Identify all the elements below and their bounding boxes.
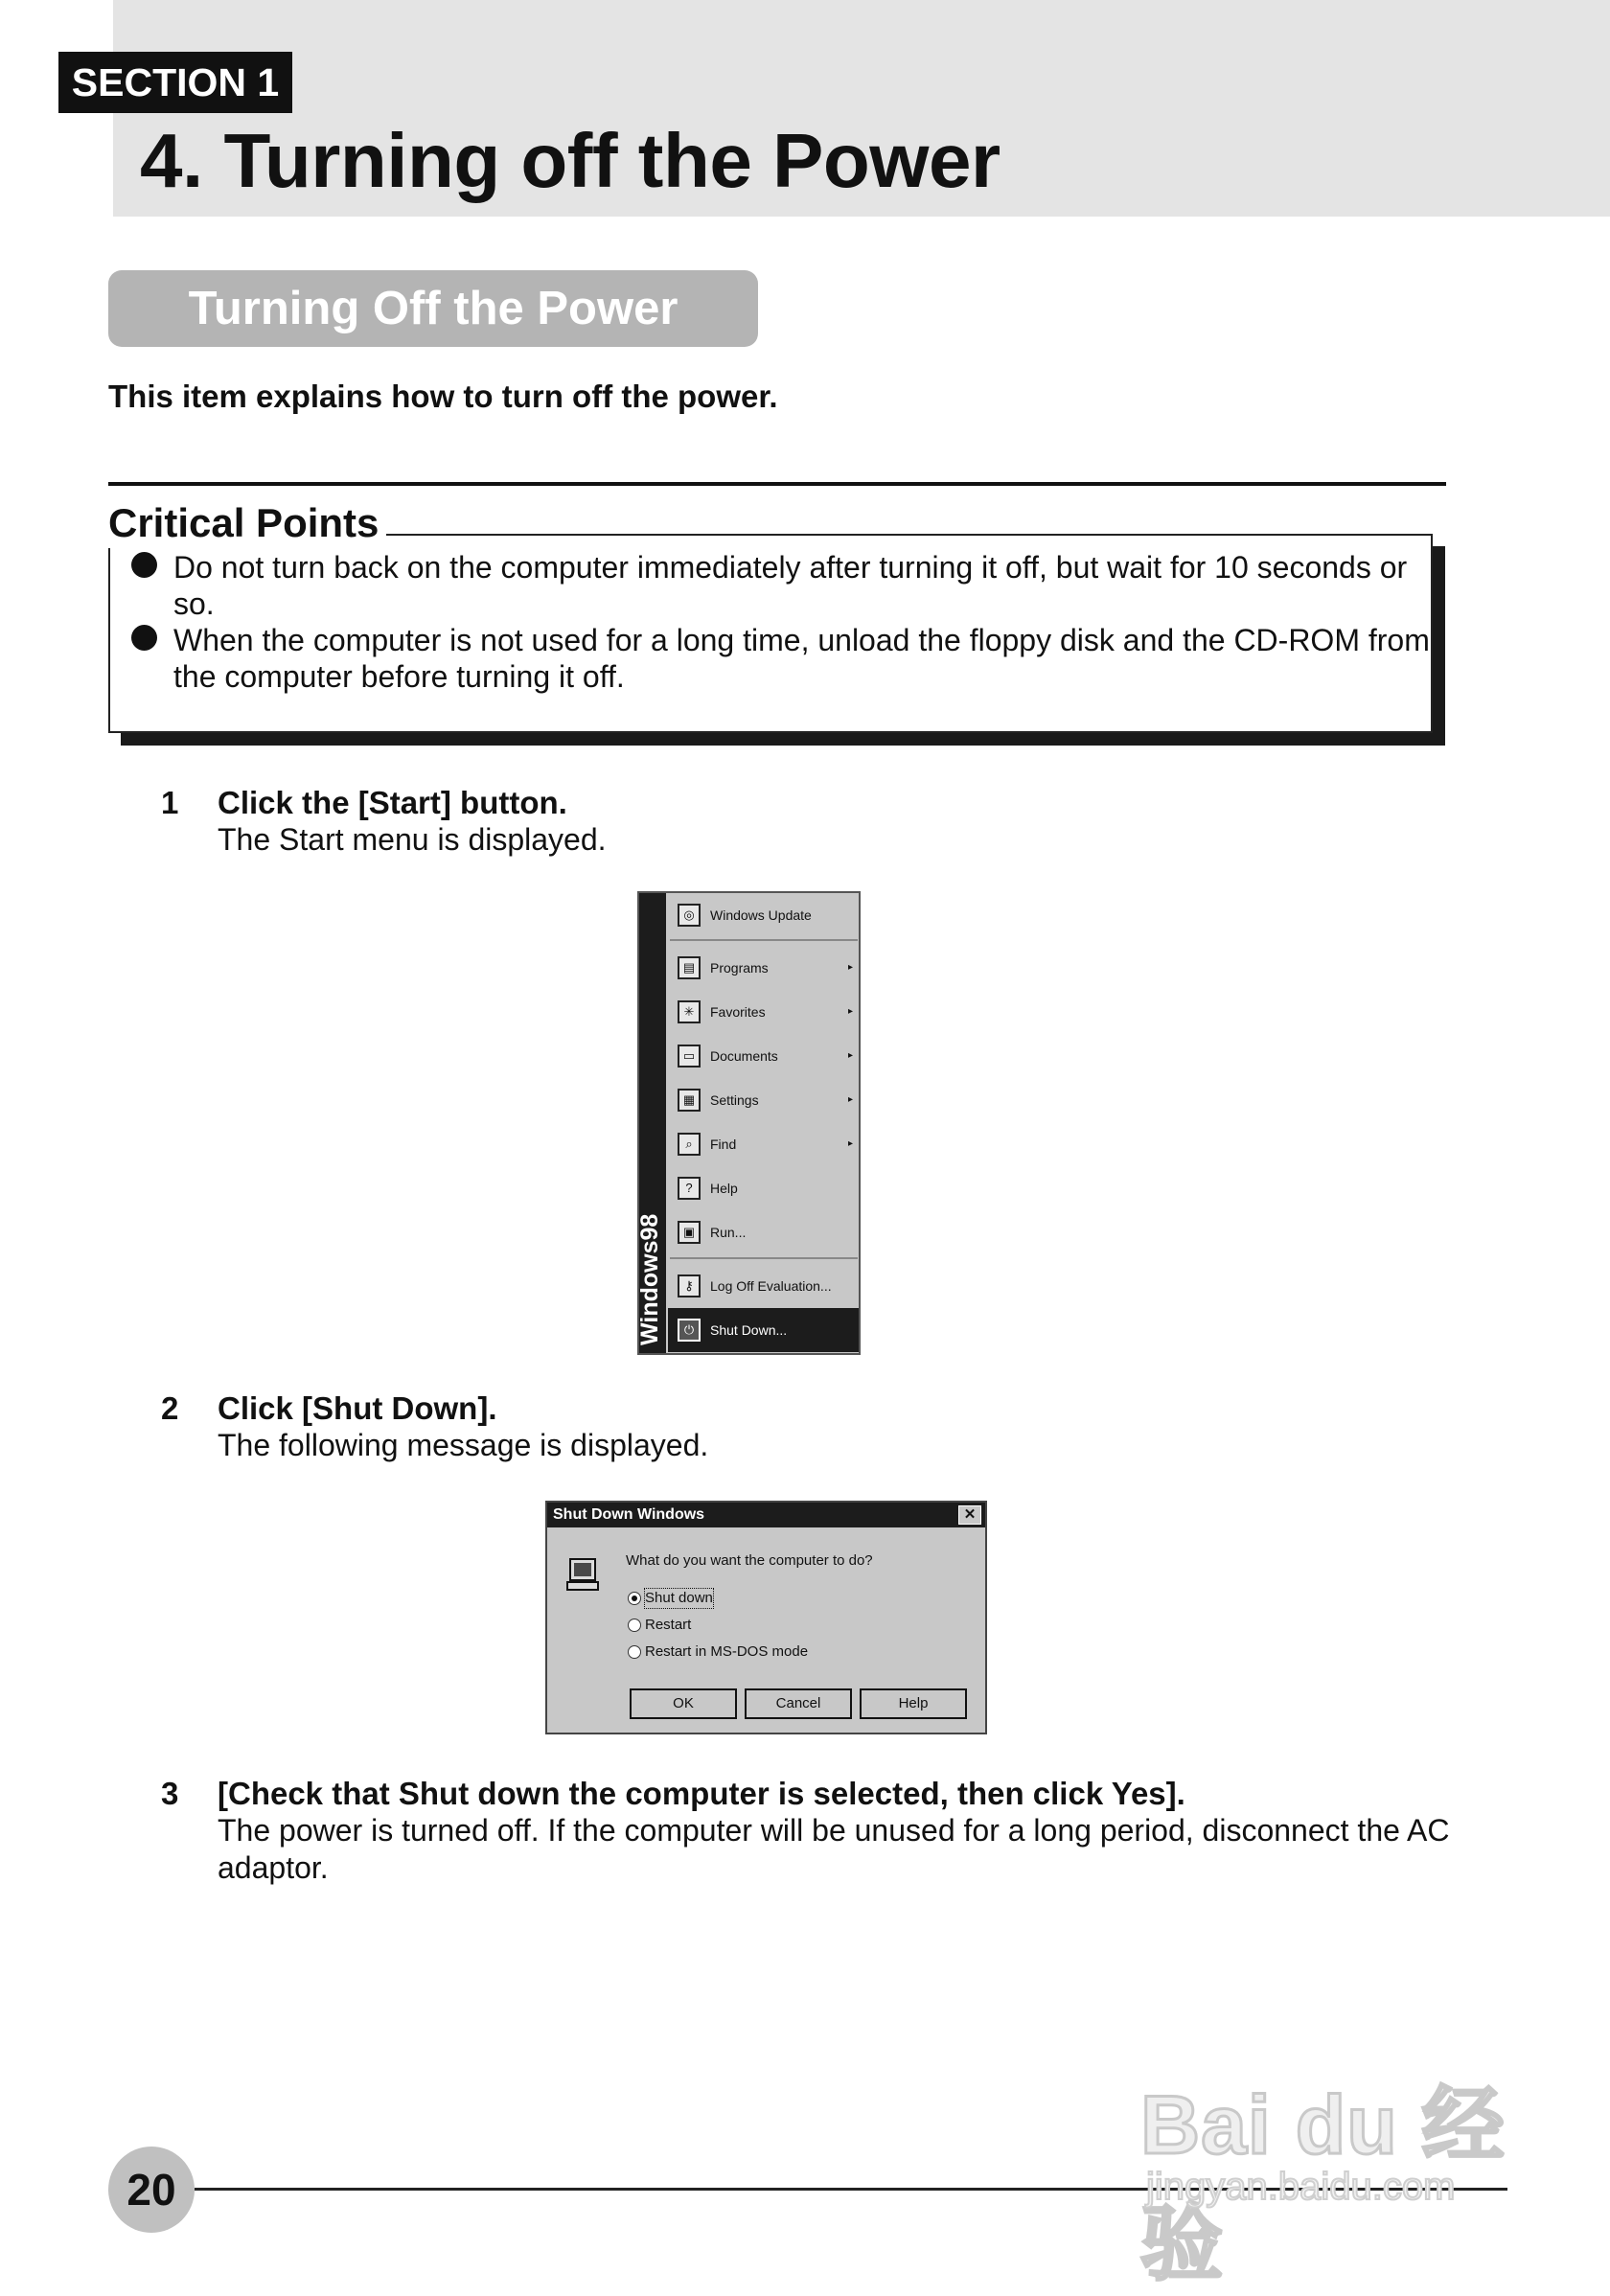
favorites-icon: ✳ xyxy=(678,1000,701,1023)
page-number: 20 xyxy=(108,2147,195,2233)
submenu-arrow-icon: ▸ xyxy=(847,962,853,973)
programs-icon: ▤ xyxy=(678,956,701,979)
menu-item-log-off[interactable]: ⚷ Log Off Evaluation... xyxy=(668,1264,859,1308)
computer-icon xyxy=(564,1556,601,1593)
submenu-arrow-icon: ▸ xyxy=(847,1138,853,1149)
section-badge: SECTION 1 xyxy=(58,52,292,113)
step-number: 1 xyxy=(161,785,179,820)
bullet-icon xyxy=(131,625,157,651)
critical-point-1-line1: Do not turn back on the computer immediately after turning it off, but wait for 10 seconds or xyxy=(173,550,1408,585)
bullet-icon xyxy=(131,552,157,578)
watermark-url: jingyan.baidu.com xyxy=(1146,2166,1456,2208)
watermark-logo-text: Bai du 经验 xyxy=(1140,2079,1506,2290)
step-title: Click [Shut Down]. xyxy=(218,1390,497,1426)
radio-icon xyxy=(628,1645,641,1659)
start-menu xyxy=(637,891,861,1355)
step-description: The following message is displayed. xyxy=(218,1428,709,1462)
windows-brand-label: Windows98 xyxy=(636,1213,663,1345)
settings-icon: ▦ xyxy=(678,1089,701,1112)
menu-item-shut-down[interactable]: ⏻ Shut Down... xyxy=(668,1308,859,1352)
critical-point-2-line2: the computer before turning it off. xyxy=(173,659,625,694)
documents-icon: ▭ xyxy=(678,1045,701,1068)
menu-item-settings[interactable]: ▦ Settings ▸ xyxy=(668,1078,859,1122)
ok-button[interactable]: OK xyxy=(630,1688,737,1719)
radio-selected-icon xyxy=(628,1592,641,1605)
menu-separator xyxy=(670,1257,858,1259)
intro-text: This item explains how to turn off the power. xyxy=(108,379,778,414)
menu-item-help[interactable]: ? Help xyxy=(668,1166,859,1210)
key-icon: ⚷ xyxy=(678,1274,701,1297)
critical-point-1-line2: so. xyxy=(173,586,215,621)
menu-item-run[interactable]: ▣ Run... xyxy=(668,1210,859,1254)
dialog-title: Shut Down Windows xyxy=(553,1506,705,1523)
shut-down-dialog: Shut Down Windows ✕ What do you want the computer to do? Shut down Restart Restart in MS-DOS mode OK Cancel Help xyxy=(545,1501,987,1734)
run-icon: ▣ xyxy=(678,1221,701,1244)
step-number: 3 xyxy=(161,1776,179,1811)
step-description: The Start menu is displayed. xyxy=(218,822,607,857)
page-title: 4. Turning off the Power xyxy=(140,118,1000,203)
step-number: 2 xyxy=(161,1390,179,1426)
step-title: Click the [Start] button. xyxy=(218,785,567,820)
submenu-arrow-icon: ▸ xyxy=(847,1094,853,1105)
start-menu-sidebar xyxy=(636,893,666,1353)
step-title: [Check that Shut down the computer is selected, then click Yes]. xyxy=(218,1776,1185,1811)
step-description-line2: adaptor. xyxy=(218,1850,329,1885)
radio-icon xyxy=(628,1619,641,1632)
dialog-question: What do you want the computer to do? xyxy=(626,1552,873,1569)
submenu-arrow-icon: ▸ xyxy=(847,1006,853,1017)
globe-icon: ◎ xyxy=(678,904,701,927)
menu-item-documents[interactable]: ▭ Documents ▸ xyxy=(668,1034,859,1078)
menu-item-find[interactable]: ⌕ Find ▸ xyxy=(668,1122,859,1166)
close-icon[interactable]: ✕ xyxy=(958,1505,981,1525)
submenu-arrow-icon: ▸ xyxy=(847,1050,853,1061)
divider xyxy=(108,482,1446,486)
step-description-line1: The power is turned off. If the computer will be unused for a long period, disconnect the AC xyxy=(218,1813,1450,1848)
menu-item-programs[interactable]: ▤ Programs ▸ xyxy=(668,946,859,990)
critical-point-2-line1: When the computer is not used for a long time, unload the floppy disk and the CD-ROM from xyxy=(173,623,1430,657)
help-button[interactable]: Help xyxy=(860,1688,967,1719)
menu-item-favorites[interactable]: ✳ Favorites ▸ xyxy=(668,990,859,1034)
menu-separator xyxy=(670,939,858,941)
menu-item-windows-update[interactable]: ◎ Windows Update xyxy=(668,893,859,937)
find-icon: ⌕ xyxy=(678,1133,701,1156)
help-icon: ? xyxy=(678,1177,701,1200)
critical-points-title: Critical Points xyxy=(108,498,386,548)
subsection-title: Turning Off the Power xyxy=(108,270,758,347)
cancel-button[interactable]: Cancel xyxy=(745,1688,852,1719)
dialog-titlebar xyxy=(547,1503,985,1527)
baidu-watermark xyxy=(1140,2032,1524,2290)
shutdown-icon: ⏻ xyxy=(678,1319,701,1342)
